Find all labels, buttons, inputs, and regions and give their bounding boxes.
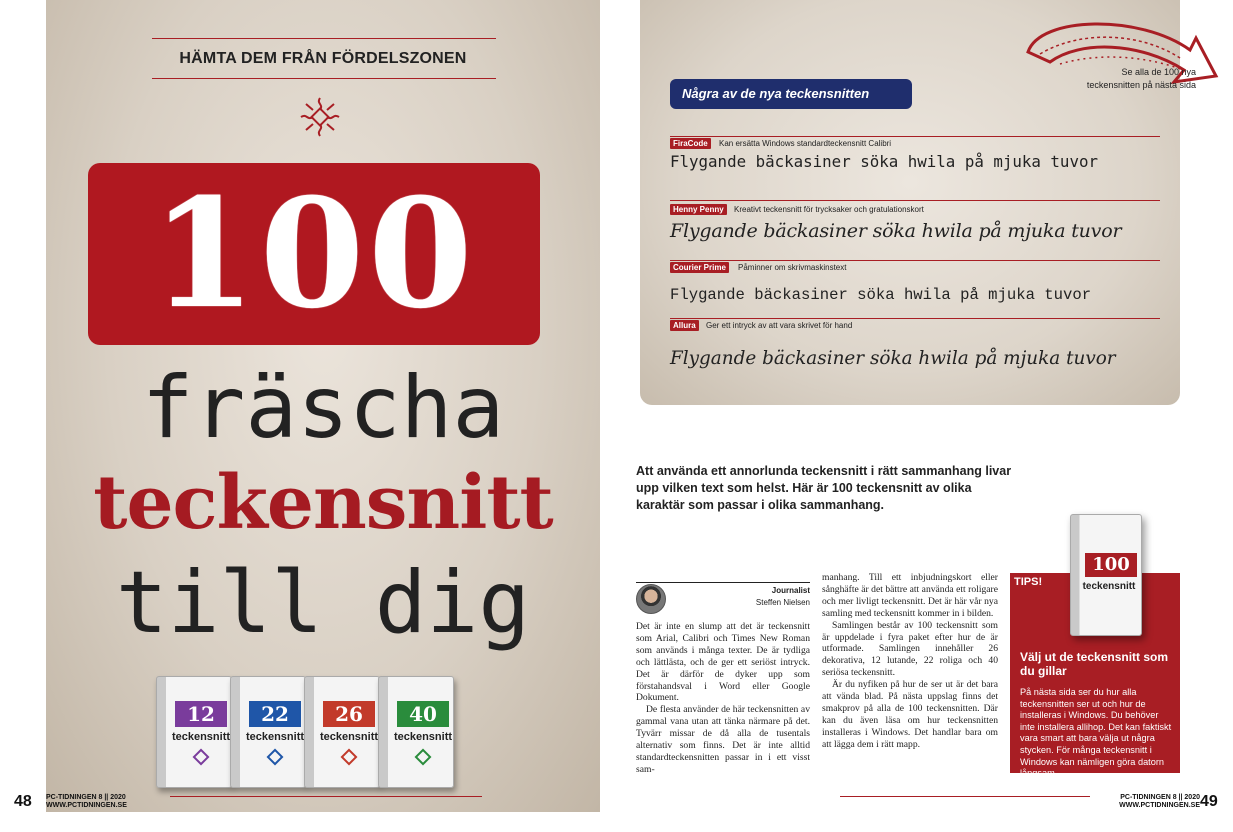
panel-title: Några av de nya teckensnitten (670, 79, 912, 109)
body-paragraph: manhang. Till ett inbjudningskort eller sånghäfte är det bättre att använda ett roligare och mer livligt teckensnitt. Det är här vår nya samling med teckensnitt kommer in i bilden. (822, 572, 998, 619)
product-box-image (1070, 514, 1142, 636)
tips-label: TIPS! (1014, 576, 1043, 588)
byline-name: Steffen Nielsen (755, 598, 810, 607)
byline-rule (636, 582, 810, 583)
kicker-heading: HÄMTA DEM FRÅN FÖRDELSZONEN (179, 50, 467, 67)
font-sample-row (670, 136, 1160, 186)
font-pack-box (230, 676, 306, 788)
page-number-left: 48 (14, 793, 32, 810)
font-name-chip: Allura (670, 320, 699, 331)
font-description: Kreativt teckensnitt för trycksaker och gratulationskort (734, 205, 924, 214)
body-paragraph: Är du nyfiken på hur de ser ut är det bara att vända blad. På nästa uppslag finns det smakprov på alla de 100 teckensnitten. Där kan du även läsa om hur teckensnitten installeras i Windows. Det handlar bara om att lägga dem i rätt mapp. (822, 679, 998, 750)
font-sample-row (670, 202, 1160, 260)
font-pack-label: teckensnitt (171, 731, 231, 743)
font-description: Kan ersätta Windows standardteckensnitt Calibri (719, 139, 892, 148)
page-number-right: 49 (1200, 793, 1218, 810)
ornament-icon (267, 749, 284, 766)
row-rule (670, 318, 1160, 319)
arrow-caption: Se alla de 100 nya teckensnitten på nästa sida (1086, 67, 1196, 90)
ornament-icon (297, 96, 343, 138)
font-pack-number: 12 (175, 701, 227, 727)
font-sample-row (670, 318, 1160, 388)
font-description: Påminner om skrivmaskinstext (738, 263, 847, 272)
kicker-bottom-rule (152, 78, 496, 79)
font-pack-number: 22 (249, 701, 301, 727)
font-description: Ger ett intryck av att vara skrivet för hand (706, 321, 853, 330)
publication-website: WWW.PCTIDNINGEN.SE (1119, 802, 1200, 809)
font-pack-number: 26 (323, 701, 375, 727)
bottom-rule (170, 796, 482, 797)
font-sample-text: Flygande bäckasiner söka hwila på mjuka tuvor (670, 152, 1098, 171)
bottom-rule (840, 796, 1090, 797)
author-avatar (636, 584, 666, 614)
font-pack-box (304, 676, 380, 788)
font-pack-box (378, 676, 454, 788)
font-sample-text: Flygande bäckasiner söka hwila på mjuka tuvor (670, 286, 1092, 304)
publication-name: PC-TIDNINGEN 8 || 2020 (1120, 794, 1200, 801)
intro-text: Att använda ett annorlunda teckensnitt i rätt sammanhang livar upp vilken text som helst. Här är 100 teckensnitt av olika karaktär som passar i olika sammanhang. (636, 464, 1012, 512)
font-sample-row (670, 260, 1160, 314)
font-name-chip: Henny Penny (670, 204, 727, 215)
font-sample-text: Flygande bäckasiner söka hwila på mjuka tuvor (670, 348, 1116, 369)
font-sample-text: Flygande bäckasiner söka hwila på mjuka tuvor (670, 220, 1122, 242)
product-box-number: 100 (1085, 553, 1137, 577)
publication-name: PC-TIDNINGEN 8 || 2020 (46, 794, 126, 801)
big-number: 100 (151, 166, 477, 342)
font-pack-box (156, 676, 232, 788)
font-name-chip: Courier Prime (670, 262, 729, 273)
row-rule (670, 200, 1160, 201)
row-rule (670, 136, 1160, 137)
publication-website: WWW.PCTIDNINGEN.SE (46, 802, 127, 809)
ornament-icon (415, 749, 432, 766)
body-paragraph: Det är inte en slump att det är teckensnitt som Arial, Calibri och Times New Roman som används i många texter. De är tydliga och lättlästa, och de ger ett seriöst intryck. Det är därför de dyker upp som förstahandsval i Word eller Google Dokument. (636, 621, 810, 704)
body-column-2 (822, 572, 998, 751)
font-name-chip: FiraCode (670, 138, 711, 149)
body-paragraph: De flesta använder de här teckensnitten av gammal vana utan att tänka närmare på det. Tyvärr missar de då alla de tusentals alternativ som finns. Det är inte alltid standardteckensnitten passar in i ett visst sam- (636, 704, 810, 775)
font-pack-label: teckensnitt (319, 731, 379, 743)
font-pack-label: teckensnitt (245, 731, 305, 743)
ornament-icon (341, 749, 358, 766)
row-rule (670, 260, 1160, 261)
headline-line-3: till dig (115, 553, 531, 653)
publication-info-left (46, 794, 127, 810)
body-column-1 (636, 621, 810, 776)
font-pack-number: 40 (397, 701, 449, 727)
headline-line-1: fräscha (141, 358, 505, 458)
byline-role: Journalist (771, 586, 810, 595)
tips-heading: Välj ut de teckensnitt som du gillar (1020, 650, 1169, 678)
body-paragraph: Samlingen består av 100 teckensnitt som är uppdelade i fyra paket efter hur de är utformade. Samlingen innehåller 26 dekorativa, 12 lutande, 22 roliga och 40 seriösa teckensnitt. (822, 619, 998, 679)
headline-line-2: teckensnitt (93, 460, 553, 546)
font-pack-label: teckensnitt (393, 731, 453, 743)
publication-info-right (1116, 794, 1200, 810)
ornament-icon (193, 749, 210, 766)
tips-body: På nästa sida ser du hur alla teckensnitten ser ut och hur de installeras i Windows. Du behöver inte installera allihop. Det kan faktiskt vara smart att bara välja ut några stycken. För många teckensnitt i Windows kan nämligen göra datorn långsam. (1020, 687, 1172, 779)
kicker-top-rule (152, 38, 496, 39)
product-box-label: teckensnitt (1082, 581, 1136, 592)
